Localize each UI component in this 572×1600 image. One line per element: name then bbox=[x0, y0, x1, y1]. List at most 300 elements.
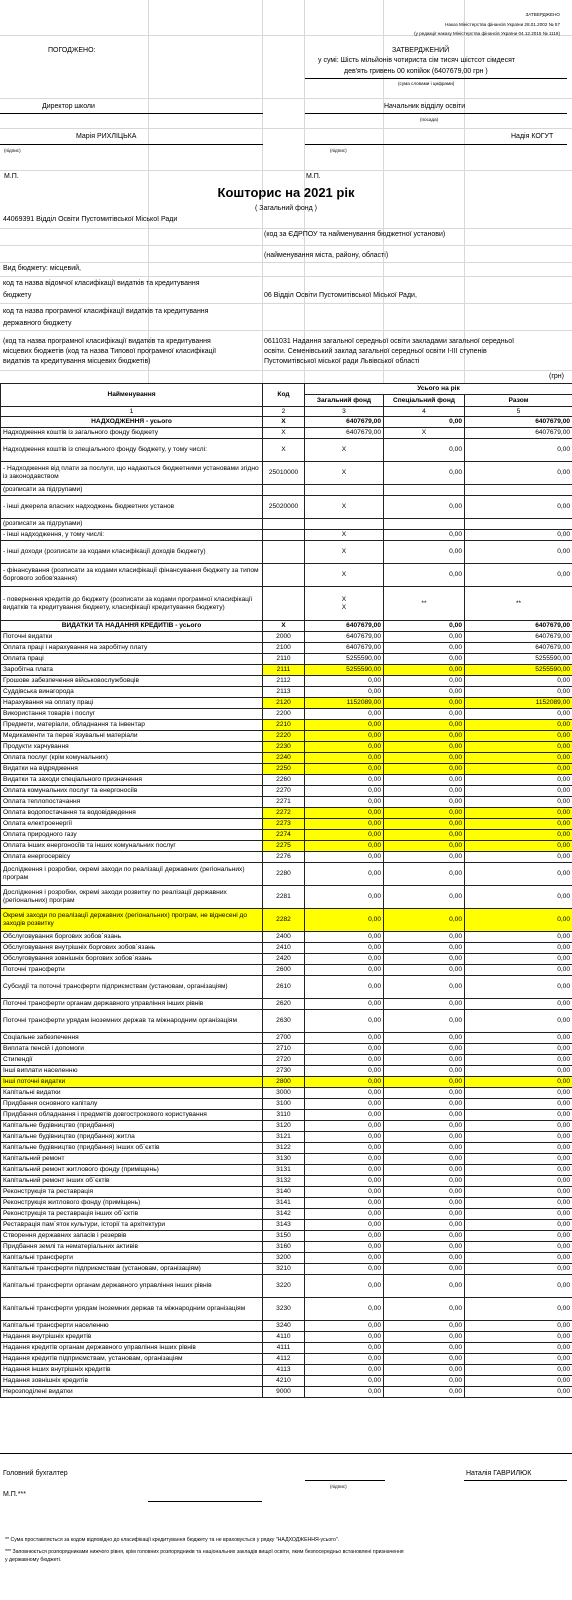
row-special: 0,00 bbox=[384, 1187, 465, 1198]
budget-type: Вид бюджету: місцевий, bbox=[3, 265, 81, 272]
row-sum: 0,00 bbox=[465, 687, 572, 698]
row-sum: 0,00 bbox=[465, 1387, 572, 1398]
row-special: 0,00 bbox=[384, 1354, 465, 1365]
row-general: 0,00 bbox=[305, 1165, 384, 1176]
row-general: 0,00 bbox=[305, 1343, 384, 1354]
row-special: 0,00 bbox=[384, 1110, 465, 1121]
row-sum: 0,00 bbox=[465, 1220, 572, 1231]
row-sum: 0,00 bbox=[465, 1242, 572, 1253]
table-row bbox=[1, 564, 572, 587]
row-special: 0,00 bbox=[384, 1387, 465, 1398]
row-general: 0,00 bbox=[305, 775, 384, 786]
row-name: Стипендії bbox=[1, 1055, 263, 1066]
row-sum: 0,00 bbox=[465, 1198, 572, 1209]
row-sum: 0,00 bbox=[465, 1154, 572, 1165]
row-name: Поточні видатки bbox=[1, 632, 263, 643]
row-name: Оплата комунальних послуг та енергоносіїв bbox=[1, 786, 263, 797]
table-row bbox=[1, 909, 572, 932]
row-general: 0,00 bbox=[305, 1354, 384, 1365]
table-row bbox=[1, 1264, 572, 1275]
row-general: 0,00 bbox=[305, 742, 384, 753]
row-general: 0,00 bbox=[305, 909, 384, 932]
table-row bbox=[1, 775, 572, 786]
row-name: Використання товарів і послуг bbox=[1, 709, 263, 720]
row-general: 0,00 bbox=[305, 976, 384, 999]
table-row bbox=[1, 731, 572, 742]
row-general: 0,00 bbox=[305, 1176, 384, 1187]
row-sum: 0,00 bbox=[465, 943, 572, 954]
row-special: 0,00 bbox=[384, 1321, 465, 1332]
row-name: Поточні трансферти bbox=[1, 965, 263, 976]
row-special: 0,00 bbox=[384, 541, 465, 564]
row-code: 3122 bbox=[263, 1143, 305, 1154]
header-total-group: Усього на рік bbox=[305, 384, 572, 395]
approved-sum-line1: у сумі: Шість мільйонів чотириста сім тисяч шістсот сімдесят bbox=[318, 57, 516, 64]
row-special: 0,00 bbox=[384, 1176, 465, 1187]
row-general: 6407679,00 bbox=[305, 428, 384, 439]
row-general bbox=[305, 485, 384, 496]
row-sum: 0,00 bbox=[465, 541, 572, 564]
row-sum: 1152089,00 bbox=[465, 698, 572, 709]
row-special: 0,00 bbox=[384, 1154, 465, 1165]
row-sum: 0,00 bbox=[465, 1332, 572, 1343]
row-name: Капітальні трансферти bbox=[1, 1253, 263, 1264]
row-general: 0,00 bbox=[305, 720, 384, 731]
row-sum: 0,00 bbox=[465, 1365, 572, 1376]
row-name: - Надходження від плати за послуги, що надаються бюджетними установами згідно із законодавством bbox=[1, 462, 263, 485]
row-general: 0,00 bbox=[305, 1242, 384, 1253]
row-general: Х bbox=[305, 462, 384, 485]
row-code: 25020000 bbox=[263, 496, 305, 519]
row-name: Оплата праці bbox=[1, 654, 263, 665]
row-general: 0,00 bbox=[305, 1055, 384, 1066]
row-special: 0,00 bbox=[384, 1365, 465, 1376]
row-sum: 0,00 bbox=[465, 808, 572, 819]
row-sum: 0,00 bbox=[465, 1066, 572, 1077]
row-sum: 0,00 bbox=[465, 1121, 572, 1132]
row-general: 0,00 bbox=[305, 932, 384, 943]
row-special: 0,00 bbox=[384, 1343, 465, 1354]
row-special: 0,00 bbox=[384, 775, 465, 786]
local-prog-value-2: освіти. Семенівський заклад загальної середньої освіти І-ІІІ ступенів bbox=[264, 348, 487, 355]
row-special: 0,00 bbox=[384, 665, 465, 676]
row-sum: 0,00 bbox=[465, 965, 572, 976]
row-special: 0,00 bbox=[384, 709, 465, 720]
row-name: Оплата теплопостачання bbox=[1, 797, 263, 808]
table-row bbox=[1, 1154, 572, 1165]
row-general: Х bbox=[305, 496, 384, 519]
row-sum: 0,00 bbox=[465, 1044, 572, 1055]
row-special: 0,00 bbox=[384, 698, 465, 709]
table-row bbox=[1, 1253, 572, 1264]
table-row bbox=[1, 1354, 572, 1365]
row-name: Надання інших внутрішніх кредитів bbox=[1, 1365, 263, 1376]
row-sum: 0,00 bbox=[465, 530, 572, 541]
row-sum: 0,00 bbox=[465, 830, 572, 841]
table-row bbox=[1, 753, 572, 764]
row-special: 0,00 bbox=[384, 1165, 465, 1176]
table-row bbox=[1, 1088, 572, 1099]
row-general: 0,00 bbox=[305, 709, 384, 720]
header-general: Загальний фонд bbox=[305, 395, 384, 407]
row-sum: 0,00 bbox=[465, 819, 572, 830]
row-special: 0,00 bbox=[384, 621, 465, 632]
right-name: Надія КОГУТ bbox=[511, 133, 554, 140]
row-sum: 0,00 bbox=[465, 999, 572, 1010]
row-general: 6407679,00 bbox=[305, 632, 384, 643]
table-row bbox=[1, 1033, 572, 1044]
row-general: 0,00 bbox=[305, 687, 384, 698]
row-code: 2220 bbox=[263, 731, 305, 742]
footnote-2: *** Заповнюється розпорядниками нижчого рівня, крім головних розпорядників та національних закладів вищої освіти, яким безпосередньо встановлені призначення bbox=[5, 1549, 404, 1555]
row-name: Капітальне будівництво (придбання) інших об`єктів bbox=[1, 1143, 263, 1154]
row-sum: 0,00 bbox=[465, 775, 572, 786]
row-code: 3210 bbox=[263, 1264, 305, 1275]
row-name: Нарахування на оплату праці bbox=[1, 698, 263, 709]
row-general: 0,00 bbox=[305, 1132, 384, 1143]
row-code: 3000 bbox=[263, 1088, 305, 1099]
row-general: 0,00 bbox=[305, 1110, 384, 1121]
table-row bbox=[1, 1242, 572, 1253]
table-row bbox=[1, 1165, 572, 1176]
row-code: 2800 bbox=[263, 1077, 305, 1088]
row-name: Обслуговування боргових зобов`язань bbox=[1, 932, 263, 943]
approved-edition: (у редакції наказу Міністерства фінансів України 04.12.2015 № 1118) bbox=[414, 31, 560, 36]
table-row bbox=[1, 808, 572, 819]
row-name: Оплата праці і нарахування на заробітну плату bbox=[1, 643, 263, 654]
row-sum: 0,00 bbox=[465, 1033, 572, 1044]
row-general: 0,00 bbox=[305, 676, 384, 687]
row-general: 0,00 bbox=[305, 1099, 384, 1110]
table-row bbox=[1, 742, 572, 753]
row-name: Нерозподілені видатки bbox=[1, 1387, 263, 1398]
row-sum: 0,00 bbox=[465, 841, 572, 852]
row-code bbox=[263, 564, 305, 587]
local-prog-label-3: видатків та кредитування місцевих бюджетів) bbox=[3, 358, 151, 365]
row-special: Х bbox=[384, 428, 465, 439]
table-row bbox=[1, 439, 572, 462]
row-code: 2112 bbox=[263, 676, 305, 687]
row-name: - інші доходи (розписати за кодами класифікації доходів бюджету) bbox=[1, 541, 263, 564]
position-caption: (посада) bbox=[420, 117, 439, 122]
stamp-left: М.П. bbox=[4, 173, 19, 180]
table-row bbox=[1, 654, 572, 665]
row-general: 0,00 bbox=[305, 1066, 384, 1077]
row-name: - фінансування (розписати за кодами класифікації фінансування бюджету за типом боргового зобов'язання) bbox=[1, 564, 263, 587]
row-special: 0,00 bbox=[384, 797, 465, 808]
row-sum: 0,00 bbox=[465, 1010, 572, 1033]
row-special: 0,00 bbox=[384, 1209, 465, 1220]
table-row bbox=[1, 819, 572, 830]
row-special: 0,00 bbox=[384, 1264, 465, 1275]
row-general: 0,00 bbox=[305, 1198, 384, 1209]
row-special: 0,00 bbox=[384, 1044, 465, 1055]
left-name: Марія РИХЛІЦЬКА bbox=[76, 133, 137, 140]
row-special: 0,00 bbox=[384, 886, 465, 909]
row-code bbox=[263, 530, 305, 541]
row-code: 2270 bbox=[263, 786, 305, 797]
row-sum: 0,00 bbox=[465, 932, 572, 943]
row-name: Грошове забезпечення військовослужбовців bbox=[1, 676, 263, 687]
row-special: 0,00 bbox=[384, 643, 465, 654]
row-code: Х bbox=[263, 428, 305, 439]
row-general: 0,00 bbox=[305, 808, 384, 819]
row-name: Інші виплати населенню bbox=[1, 1066, 263, 1077]
row-special: 0,00 bbox=[384, 742, 465, 753]
row-general: 0,00 bbox=[305, 786, 384, 797]
table-row bbox=[1, 519, 572, 530]
row-special: 0,00 bbox=[384, 654, 465, 665]
row-sum: 0,00 bbox=[465, 1187, 572, 1198]
row-special: 0,00 bbox=[384, 841, 465, 852]
table-row bbox=[1, 764, 572, 775]
right-position: Начальник відділу освіти bbox=[384, 103, 466, 110]
row-code: 2282 bbox=[263, 909, 305, 932]
header-num-4: 4 bbox=[384, 407, 465, 417]
document-title: Кошторис на 2021 рік bbox=[217, 185, 355, 200]
sum-caption: (сума словами і цифрами) bbox=[398, 81, 455, 86]
row-code: 3110 bbox=[263, 1110, 305, 1121]
row-sum: 0,00 bbox=[465, 1165, 572, 1176]
row-sum: 0,00 bbox=[465, 1088, 572, 1099]
row-sum: 0,00 bbox=[465, 753, 572, 764]
row-code: 3120 bbox=[263, 1121, 305, 1132]
row-special: 0,00 bbox=[384, 1143, 465, 1154]
row-sum: 0,00 bbox=[465, 742, 572, 753]
row-code: 3142 bbox=[263, 1209, 305, 1220]
row-code: 3130 bbox=[263, 1154, 305, 1165]
table-row bbox=[1, 1132, 572, 1143]
row-general: 0,00 bbox=[305, 1121, 384, 1132]
stamp-right: М.П. bbox=[306, 173, 321, 180]
row-sum: 0,00 bbox=[465, 1099, 572, 1110]
fund-subtitle: ( Загальний фонд ) bbox=[255, 205, 317, 212]
row-code: 3150 bbox=[263, 1231, 305, 1242]
row-sum: 0,00 bbox=[465, 1275, 572, 1298]
row-code: 3143 bbox=[263, 1220, 305, 1231]
row-special: 0,00 bbox=[384, 1121, 465, 1132]
table-row bbox=[1, 1298, 572, 1321]
row-general: 0,00 bbox=[305, 863, 384, 886]
row-name: Надання кредитів органам державного управління інших рівнів bbox=[1, 1343, 263, 1354]
row-general: 0,00 bbox=[305, 1154, 384, 1165]
row-sum: 0,00 bbox=[465, 1253, 572, 1264]
local-prog-label-1: (код та назва програмної класифікації видатків та кредитування bbox=[3, 338, 211, 345]
row-general: Х bbox=[305, 530, 384, 541]
row-special: 0,00 bbox=[384, 564, 465, 587]
row-sum: 0,00 bbox=[465, 1176, 572, 1187]
table-row bbox=[1, 1321, 572, 1332]
row-code bbox=[263, 587, 305, 621]
table-row bbox=[1, 1220, 572, 1231]
row-general: 0,00 bbox=[305, 999, 384, 1010]
row-code: 2230 bbox=[263, 742, 305, 753]
row-code: 3132 bbox=[263, 1176, 305, 1187]
city-caption: (найменування міста, району, області) bbox=[264, 252, 389, 259]
row-name: Капітальні трансферти урядам іноземних держав та міжнародним організаціям bbox=[1, 1298, 263, 1321]
row-general: 0,00 bbox=[305, 1033, 384, 1044]
row-general: 0,00 bbox=[305, 954, 384, 965]
row-code: 2720 bbox=[263, 1055, 305, 1066]
row-general: 0,00 bbox=[305, 1010, 384, 1033]
row-name: Оплата інших енергоносіїв та інших комунальних послуг bbox=[1, 841, 263, 852]
row-name: Капітальні трансферти підприємствам (установам, організаціям) bbox=[1, 1264, 263, 1275]
row-sum: 0,00 bbox=[465, 1077, 572, 1088]
table-row bbox=[1, 530, 572, 541]
table-row bbox=[1, 1176, 572, 1187]
row-code: 2630 bbox=[263, 1010, 305, 1033]
row-code: 3160 bbox=[263, 1242, 305, 1253]
row-code: 2272 bbox=[263, 808, 305, 819]
row-special: 0,00 bbox=[384, 976, 465, 999]
row-name: Капітальні трансферти населенню bbox=[1, 1321, 263, 1332]
table-row bbox=[1, 797, 572, 808]
row-code: 4111 bbox=[263, 1343, 305, 1354]
row-sum: 0,00 bbox=[465, 852, 572, 863]
table-row bbox=[1, 1198, 572, 1209]
row-sum: 0,00 bbox=[465, 1209, 572, 1220]
row-special bbox=[384, 485, 465, 496]
row-general: 0,00 bbox=[305, 1321, 384, 1332]
row-general: 0,00 bbox=[305, 797, 384, 808]
row-special: 0,00 bbox=[384, 1242, 465, 1253]
row-special: 0,00 bbox=[384, 496, 465, 519]
row-general: 0,00 bbox=[305, 1088, 384, 1099]
row-general: 0,00 bbox=[305, 1077, 384, 1088]
table-row bbox=[1, 976, 572, 999]
row-code: 2730 bbox=[263, 1066, 305, 1077]
row-special: 0,00 bbox=[384, 676, 465, 687]
row-special: 0,00 bbox=[384, 1253, 465, 1264]
row-code: 3230 bbox=[263, 1298, 305, 1321]
row-general: 0,00 bbox=[305, 1253, 384, 1264]
row-general: 0,00 bbox=[305, 753, 384, 764]
row-name: Дослідження і розробки, окремі заходи по реалізації державних (регіональних) програм bbox=[1, 863, 263, 886]
row-special: 0,00 bbox=[384, 1066, 465, 1077]
row-code: 2410 bbox=[263, 943, 305, 954]
row-name: - інші надходження, у тому числі: bbox=[1, 530, 263, 541]
row-name: Надходження коштів із спеціального фонду бюджету, у тому числі: bbox=[1, 439, 263, 462]
table-row bbox=[1, 1275, 572, 1298]
stamp-accountant: М.П.*** bbox=[3, 1491, 26, 1498]
row-name: (розписати за підгрупами) bbox=[1, 485, 263, 496]
currency-label: (грн) bbox=[549, 373, 564, 380]
row-name: Реконструкція житлового фонду (приміщень) bbox=[1, 1198, 263, 1209]
row-name: Видатки на відрядження bbox=[1, 764, 263, 775]
row-sum: 0,00 bbox=[465, 1298, 572, 1321]
row-special: 0,00 bbox=[384, 932, 465, 943]
row-sum bbox=[465, 485, 572, 496]
row-special: 0,00 bbox=[384, 720, 465, 731]
row-code: 2273 bbox=[263, 819, 305, 830]
row-general: 0,00 bbox=[305, 731, 384, 742]
header-num-5: 5 bbox=[465, 407, 572, 417]
row-sum: 6407679,00 bbox=[465, 643, 572, 654]
row-special: 0,00 bbox=[384, 1298, 465, 1321]
row-special: 0,00 bbox=[384, 1099, 465, 1110]
row-sum: 0,00 bbox=[465, 439, 572, 462]
row-special: 0,00 bbox=[384, 954, 465, 965]
dept-code-label-1: код та назва відомчої класифікації видатків та кредитування bbox=[3, 280, 200, 287]
table-row bbox=[1, 698, 572, 709]
row-general: 5255590,00 bbox=[305, 665, 384, 676]
chief-accountant-label: Головний бухгалтер bbox=[3, 1470, 68, 1477]
row-code bbox=[263, 485, 305, 496]
row-code: 2700 bbox=[263, 1033, 305, 1044]
table-row bbox=[1, 621, 572, 632]
table-row bbox=[1, 1187, 572, 1198]
row-name: Інші поточні видатки bbox=[1, 1077, 263, 1088]
row-name: Капітальний ремонт житлового фонду (приміщень) bbox=[1, 1165, 263, 1176]
table-row bbox=[1, 676, 572, 687]
row-name: Надання кредитів підприємствам, установам, організаціям bbox=[1, 1354, 263, 1365]
row-sum: 0,00 bbox=[465, 1376, 572, 1387]
left-position: Директор школи bbox=[42, 103, 95, 110]
row-name: Дослідження і розробки, окремі заходи розвитку по реалізації державних (регіональних) програм bbox=[1, 886, 263, 909]
row-sum: 0,00 bbox=[465, 1055, 572, 1066]
row-special: 0,00 bbox=[384, 786, 465, 797]
row-special: 0,00 bbox=[384, 852, 465, 863]
row-special: 0,00 bbox=[384, 417, 465, 428]
row-code: 4112 bbox=[263, 1354, 305, 1365]
row-special: 0,00 bbox=[384, 965, 465, 976]
table-row bbox=[1, 462, 572, 485]
row-special: 0,00 bbox=[384, 753, 465, 764]
row-sum: 0,00 bbox=[465, 886, 572, 909]
row-name: Предмети, матеріали, обладнання та інвентар bbox=[1, 720, 263, 731]
row-code: 2280 bbox=[263, 863, 305, 886]
row-sum: 5255590,00 bbox=[465, 654, 572, 665]
row-general: Х bbox=[305, 564, 384, 587]
row-sum: 0,00 bbox=[465, 709, 572, 720]
estimate-rows bbox=[1, 417, 572, 1398]
header-code: Код bbox=[263, 384, 305, 407]
table-row bbox=[1, 1343, 572, 1354]
table-row bbox=[1, 1055, 572, 1066]
row-sum: 0,00 bbox=[465, 1132, 572, 1143]
row-general: 6407679,00 bbox=[305, 643, 384, 654]
row-name: Медикаменти та перев`язувальні матеріали bbox=[1, 731, 263, 742]
table-row bbox=[1, 720, 572, 731]
row-name: Капітальні видатки bbox=[1, 1088, 263, 1099]
row-code: Х bbox=[263, 417, 305, 428]
row-name: Реконструкція та реставрація bbox=[1, 1187, 263, 1198]
row-general: 6407679,00 bbox=[305, 621, 384, 632]
table-row bbox=[1, 1099, 572, 1110]
row-code: 2276 bbox=[263, 852, 305, 863]
footnote-1: ** Сума проставляється за кодом відповідно до класифікації кредитування бюджету та не враховується у рядку "НАДХОДЖЕННЯ-усього". bbox=[5, 1537, 340, 1543]
row-special: 0,00 bbox=[384, 530, 465, 541]
row-sum: 6407679,00 bbox=[465, 428, 572, 439]
footnote-3: у державному бюджеті. bbox=[5, 1557, 62, 1563]
row-special: ** bbox=[384, 587, 465, 621]
table-row bbox=[1, 632, 572, 643]
header-name: Найменування bbox=[1, 384, 263, 407]
row-special: 0,00 bbox=[384, 1055, 465, 1066]
row-general bbox=[305, 519, 384, 530]
row-sum: 0,00 bbox=[465, 797, 572, 808]
row-code: 4110 bbox=[263, 1332, 305, 1343]
table-row bbox=[1, 1044, 572, 1055]
row-code: 2110 bbox=[263, 654, 305, 665]
header-special: Спеціальний фонд bbox=[384, 395, 465, 407]
table-row bbox=[1, 1143, 572, 1154]
table-row bbox=[1, 1387, 572, 1398]
row-sum: 0,00 bbox=[465, 731, 572, 742]
row-special: 0,00 bbox=[384, 731, 465, 742]
institution: 44069391 Відділ Освіти Пустомитівської Міської Ради bbox=[3, 216, 178, 223]
dept-code-value: 06 Відділ Освіти Пустомитівської Міської Ради, bbox=[264, 292, 417, 299]
